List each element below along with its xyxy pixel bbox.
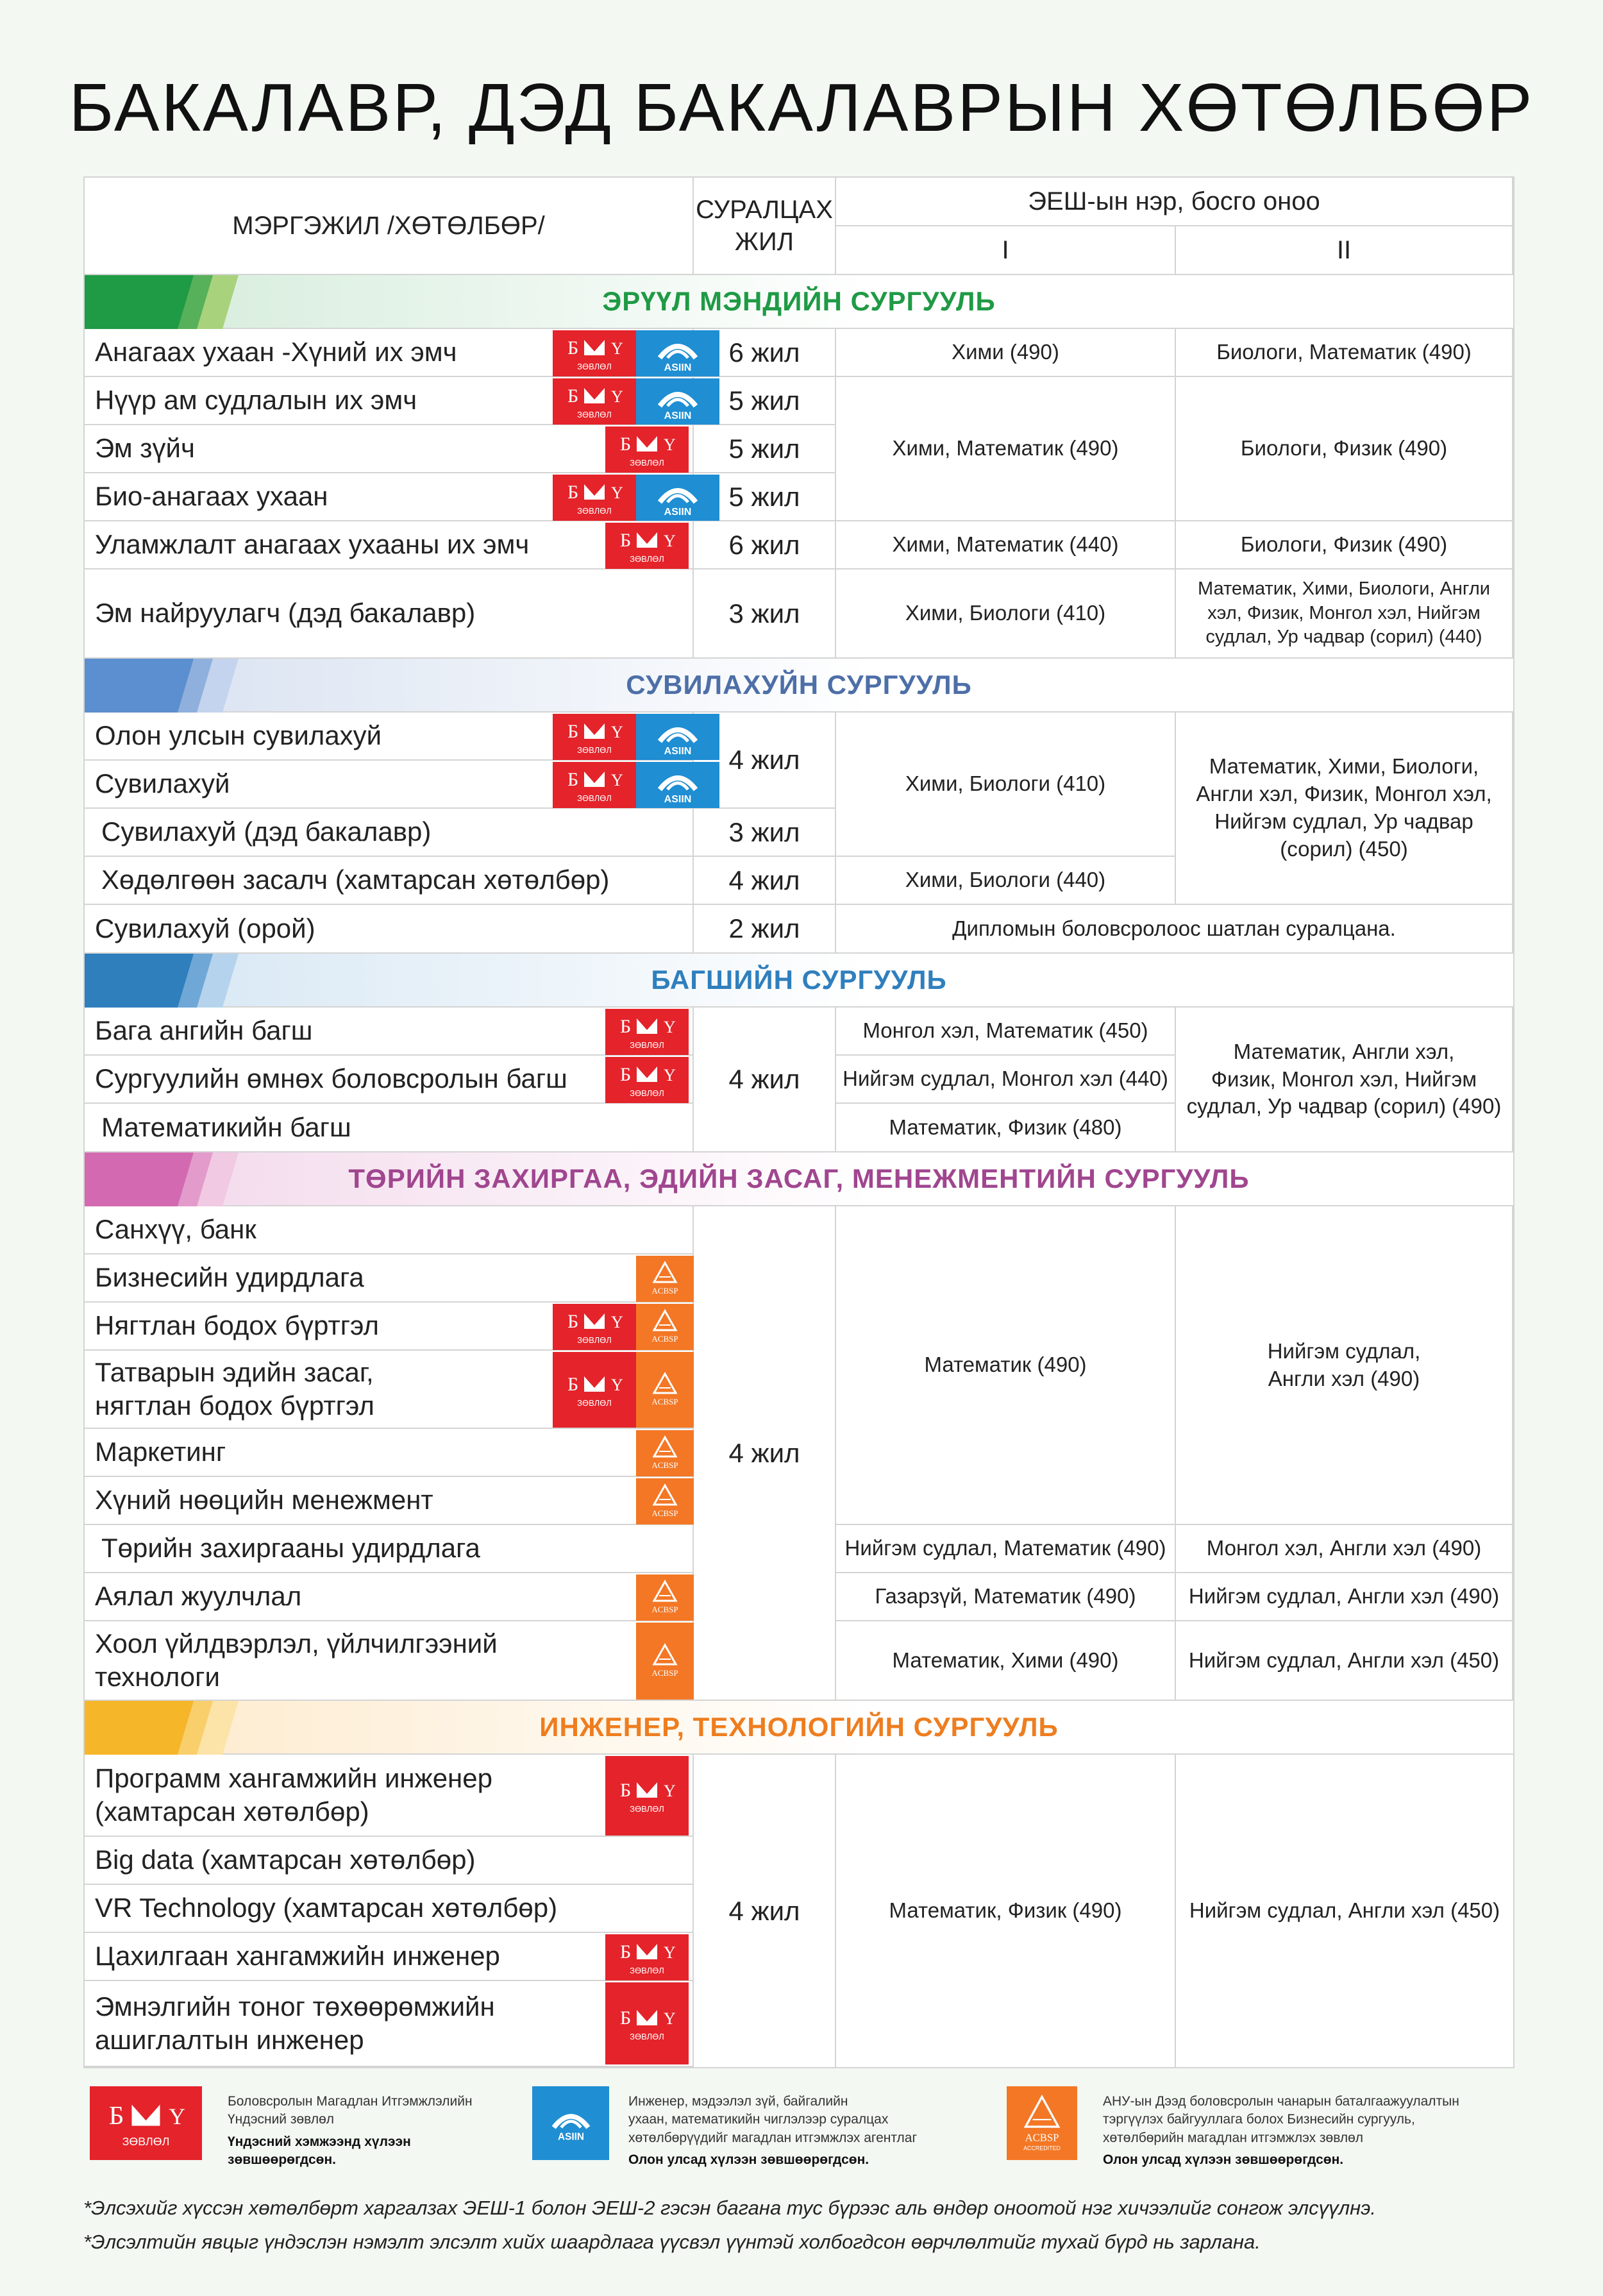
section-title: ТӨРИЙН ЗАХИРГАА, ЭДИЙН ЗАСАГ, МЕНЕЖМЕНТИЙН СУРГУУЛЬ xyxy=(348,1163,1250,1194)
section-stripe-icon xyxy=(85,1152,239,1206)
svg-text:ЗӨВЛӨЛ: ЗӨВЛӨЛ xyxy=(577,410,612,419)
program-line: (хамтарсан хөтөлбөр) xyxy=(95,1796,369,1827)
legend-line: ухаан, математикийн чиглэлээр суралцах xyxy=(628,2112,889,2127)
study-years: 4 жил xyxy=(694,857,836,905)
acbsp-badge-icon xyxy=(636,1430,694,1476)
program-name xyxy=(85,1621,694,1701)
svg-text:ACCREDITED: ACCREDITED xyxy=(1023,2145,1061,2152)
bmu-badge-icon xyxy=(605,1057,689,1103)
exam-1: Газарзүй, Математик (490) xyxy=(836,1573,1176,1621)
study-years: 6 жил xyxy=(694,329,836,377)
svg-text:Б: Б xyxy=(620,530,632,551)
program-name: Сувилахуй (орой) xyxy=(85,905,694,954)
bmu-badge-icon xyxy=(553,475,636,521)
exam-1: Хими, Биологи (410) xyxy=(836,570,1176,659)
svg-text:Y: Y xyxy=(664,2009,676,2028)
program-name: Математикийн багш xyxy=(85,1104,694,1152)
section-teacher xyxy=(85,954,1513,1008)
section-admin xyxy=(85,1152,1513,1206)
svg-text:ACBSP: ACBSP xyxy=(651,1460,678,1470)
program-line: ашиглалтын инженер xyxy=(95,2025,364,2055)
svg-text:ЗӨВЛӨЛ: ЗӨВЛӨЛ xyxy=(577,745,612,755)
exam-1: Хими, Биологи (440) xyxy=(836,857,1176,905)
svg-text:ЗӨВЛӨЛ: ЗӨВЛӨЛ xyxy=(577,506,612,516)
svg-text:Y: Y xyxy=(611,339,623,358)
exam-1: Математик, Физик (490) xyxy=(836,1755,1176,2067)
exam-1: Нийгэм судлал, Монгол хэл (440) xyxy=(836,1056,1176,1104)
program-name: Бага ангийн багш xyxy=(85,1008,694,1056)
svg-text:Б: Б xyxy=(620,1064,632,1085)
exam-1: Математик, Хими (490) xyxy=(836,1621,1176,1701)
svg-text:Y: Y xyxy=(611,771,623,789)
section-nursing xyxy=(85,659,1513,713)
exam-line: (сорил) (450) xyxy=(1280,836,1408,861)
legend-bold: зөвшөөрөгдсөн. xyxy=(228,2152,337,2168)
exam-line: Математик, Хими, Биологи, Англи xyxy=(1198,578,1490,599)
svg-text:ЗӨВЛӨЛ: ЗӨВЛӨЛ xyxy=(122,2134,170,2148)
bmu-badge-icon xyxy=(553,1304,636,1350)
svg-text:Y: Y xyxy=(611,1376,623,1394)
asiin-logo-icon xyxy=(532,2086,609,2160)
study-years: 3 жил xyxy=(694,809,836,857)
legend-bmu xyxy=(90,2081,500,2168)
exam-line: Англи хэл (490) xyxy=(1268,1366,1420,1390)
legend-line: Үндэсний зөвлөл xyxy=(228,2112,335,2127)
section-title: БАГШИЙН СУРГУУЛЬ xyxy=(651,965,947,995)
study-years: 6 жил xyxy=(694,521,836,570)
exam-merged: Дипломын боловсролоос шатлан суралцана. xyxy=(836,905,1513,954)
asiin-badge-icon xyxy=(636,378,719,425)
program-line: Татварын эдийн засаг, xyxy=(95,1356,374,1387)
exam-line: судлал, Ур чадвар (сорил) (490) xyxy=(1186,1094,1502,1118)
svg-text:Y: Y xyxy=(611,723,623,741)
svg-text:ACBSP: ACBSP xyxy=(1025,2131,1059,2144)
svg-text:ЗӨВЛӨЛ: ЗӨВЛӨЛ xyxy=(577,1398,612,1408)
exam-line: Математик, Англи хэл, xyxy=(1233,1039,1455,1063)
bmu-badge-icon xyxy=(553,1352,636,1428)
svg-text:ACBSP: ACBSP xyxy=(651,1508,678,1518)
svg-text:ЗӨВЛӨЛ: ЗӨВЛӨЛ xyxy=(630,554,664,564)
header-major: МЭРГЭЖИЛ /ХӨТӨЛБӨР/ xyxy=(85,178,694,275)
svg-text:ЗӨВЛӨЛ: ЗӨВЛӨЛ xyxy=(630,458,664,468)
footnote-1: *Элсэхийг хүссэн хөтөлбөрт харгалзах ЭЕШ-1 болон ЭЕШ-2 гэсэн багана тус бүрээс аль өндөр оноотой нэг хичээлийг сонгож элсүүлнэ. xyxy=(83,2197,1376,2219)
program-name: Төрийн захиргааны удирдлага xyxy=(85,1525,694,1573)
exam-1: Монгол хэл, Математик (450) xyxy=(836,1008,1176,1056)
bmu-badge-icon xyxy=(605,523,689,569)
exam-line: Нийгэм судлал, xyxy=(1267,1338,1421,1363)
legend-bold: Үндэсний хэмжээнд хүлээн xyxy=(228,2134,411,2149)
svg-text:ЗӨВЛӨЛ: ЗӨВЛӨЛ xyxy=(577,1335,612,1345)
svg-text:ACBSP: ACBSP xyxy=(651,1668,678,1678)
exam-1: Хими, Математик (490) xyxy=(836,377,1176,521)
svg-text:ЗӨВЛӨЛ: ЗӨВЛӨЛ xyxy=(630,1804,664,1814)
svg-text:Y: Y xyxy=(664,1066,676,1085)
svg-text:Б: Б xyxy=(567,482,579,503)
legend-bold: Олон улсад хүлээн зөвшөөрөгдсөн. xyxy=(1103,2152,1344,2168)
exam-2 xyxy=(1176,570,1513,659)
svg-text:ЗӨВЛӨЛ: ЗӨВЛӨЛ xyxy=(630,1088,664,1098)
asiin-badge-icon xyxy=(636,762,719,808)
svg-text:Б: Б xyxy=(620,434,632,455)
study-years: 3 жил xyxy=(694,570,836,659)
bmu-logo-icon xyxy=(90,2086,202,2160)
exam-2: Нийгэм судлал, Англи хэл (450) xyxy=(1176,1621,1513,1701)
exam-1: Математик (490) xyxy=(836,1206,1176,1525)
asiin-badge-icon xyxy=(636,330,719,376)
svg-text:ЗӨВЛӨЛ: ЗӨВЛӨЛ xyxy=(630,2032,664,2041)
header-exam: ЭЕШ-ын нэр, босго оноо xyxy=(836,178,1513,226)
bmu-badge-icon xyxy=(553,762,636,808)
svg-text:ЗӨВЛӨЛ: ЗӨВЛӨЛ xyxy=(630,1040,664,1050)
bmu-badge-icon xyxy=(605,426,689,473)
legend-line: Боловсролын Магадлан Итгэмжлэлийн xyxy=(228,2094,473,2109)
program-name: Сувилахуй xyxy=(85,761,694,809)
asiin-badge-icon xyxy=(636,714,719,760)
svg-text:ЗӨВЛӨЛ: ЗӨВЛӨЛ xyxy=(577,362,612,371)
legend-line: тэргүүлэх байгууллага болох Бизнесийн сургууль, xyxy=(1103,2112,1415,2127)
study-years: 5 жил xyxy=(694,473,836,521)
svg-text:Y: Y xyxy=(169,2103,186,2129)
svg-text:Б: Б xyxy=(620,2007,632,2029)
program-name xyxy=(85,1981,694,2067)
svg-text:Y: Y xyxy=(664,435,676,454)
exam-1: Нийгэм судлал, Математик (490) xyxy=(836,1525,1176,1573)
program-name: Олон улсын сувилахуй xyxy=(85,713,694,761)
acbsp-badge-icon xyxy=(636,1574,694,1621)
acbsp-badge-icon xyxy=(636,1352,694,1428)
exam-line: Англи хэл, Физик, Монгол хэл, xyxy=(1196,782,1492,806)
program-name: Анагаах ухаан -Хүний их эмч xyxy=(85,329,694,377)
exam-2: Монгол хэл, Англи хэл (490) xyxy=(1176,1525,1513,1573)
exam-2 xyxy=(1176,713,1513,905)
program-line: Программ хангамжийн инженер xyxy=(95,1762,492,1793)
exam-2 xyxy=(1176,1008,1513,1152)
exam-1: Хими, Биологи (410) xyxy=(836,713,1176,857)
svg-text:ЗӨВЛӨЛ: ЗӨВЛӨЛ xyxy=(577,793,612,803)
program-name: Уламжлалт анагаах ухааны их эмч xyxy=(85,521,694,570)
program-table xyxy=(83,176,1515,2068)
header-exam-2: II xyxy=(1176,226,1513,275)
svg-text:Б: Б xyxy=(567,769,579,790)
svg-text:Б: Б xyxy=(567,721,579,742)
program-line: нягтлан бодох бүртгэл xyxy=(95,1390,374,1421)
svg-text:ЗӨВЛӨЛ: ЗӨВЛӨЛ xyxy=(630,1966,664,1975)
program-name: Эм зүйч xyxy=(85,425,694,473)
svg-text:ASIIN: ASIIN xyxy=(664,362,692,373)
program-line: технологи xyxy=(95,1662,220,1692)
bmu-badge-icon xyxy=(605,1009,689,1055)
section-stripe-icon xyxy=(85,275,239,329)
svg-text:ACBSP: ACBSP xyxy=(651,1286,678,1296)
section-stripe-icon xyxy=(85,1701,239,1755)
legend-acbsp-text xyxy=(1103,2093,1513,2169)
svg-text:Б: Б xyxy=(567,337,579,359)
study-years: 2 жил xyxy=(694,905,836,954)
program-name: Сургуулийн өмнөх боловсролын багш xyxy=(85,1056,694,1104)
svg-text:ASIIN: ASIIN xyxy=(664,507,692,518)
svg-text:ASIIN: ASIIN xyxy=(557,2131,584,2143)
program-name: Маркетинг xyxy=(85,1429,694,1477)
legend-asiin xyxy=(532,2081,968,2168)
section-title: ЭРҮҮЛ МЭНДИЙН СУРГУУЛЬ xyxy=(602,286,996,316)
bmu-badge-icon xyxy=(553,714,636,760)
svg-text:Y: Y xyxy=(611,387,623,406)
exam-1: Хими, Математик (440) xyxy=(836,521,1176,570)
exam-2: Нийгэм судлал, Англи хэл (450) xyxy=(1189,1898,1500,1923)
program-name: Нүүр ам судлалын их эмч xyxy=(85,377,694,425)
acbsp-badge-icon xyxy=(636,1478,694,1524)
exam-1: Математик, Физик (480) xyxy=(836,1104,1176,1152)
legend-line: Инженер, мэдээлэл зүй, байгалийн xyxy=(628,2094,848,2109)
program-name: Хөдөлгөөн засалч (хамтарсан хөтөлбөр) xyxy=(85,857,694,905)
exam-line: Нийгэм судлал, Ур чадвар xyxy=(1214,809,1473,833)
exam-2: Нийгэм судлал, Англи хэл (490) xyxy=(1176,1573,1513,1621)
legend-asiin-text xyxy=(628,2093,962,2169)
acbsp-logo-icon xyxy=(1007,2086,1077,2160)
svg-text:Б: Б xyxy=(620,1780,632,1801)
program-name: Big data (хамтарсан хөтөлбөр) xyxy=(85,1837,694,1885)
svg-text:Y: Y xyxy=(664,1018,676,1036)
svg-text:ACBSP: ACBSP xyxy=(651,1397,678,1406)
section-health xyxy=(85,275,1513,329)
section-title: ИНЖЕНЕР, ТЕХНОЛОГИЙН СУРГУУЛЬ xyxy=(539,1712,1059,1742)
svg-text:ASIIN: ASIIN xyxy=(664,410,692,421)
svg-text:Y: Y xyxy=(664,1943,676,1962)
study-years: 5 жил xyxy=(694,377,836,425)
study-years: 4 жил xyxy=(694,713,836,809)
exam-2: Биологи, Физик (490) xyxy=(1176,377,1513,521)
section-stripe-icon xyxy=(85,954,239,1008)
program-name: VR Technology (хамтарсан хөтөлбөр) xyxy=(85,1885,694,1933)
acbsp-badge-icon xyxy=(636,1623,694,1700)
svg-text:Б: Б xyxy=(567,1311,579,1332)
program-name: Аялал жуулчлал xyxy=(85,1573,694,1621)
exam-line: судлал, Ур чадвар (сорил) (440) xyxy=(1205,627,1482,648)
exam-1: Хими (490) xyxy=(836,329,1176,377)
svg-text:Y: Y xyxy=(611,484,623,502)
study-years: 4 жил xyxy=(694,1008,836,1152)
legend-bold: Олон улсад хүлээн зөвшөөрөгдсөн. xyxy=(628,2152,869,2168)
exam-line: хэл, Физик, Монгол хэл, Нийгэм xyxy=(1207,602,1481,623)
study-years: 4 жил xyxy=(694,1206,836,1701)
exam-2: Биологи, Физик (490) xyxy=(1176,521,1513,570)
legend-line: хөтөлбөрийн магадлан итгэмжлэх зөвлөл xyxy=(1103,2130,1364,2145)
footnote-2: *Элсэлтийн явцыг үндэслэн нэмэлт элсэлт хийх шаардлага үүсвэл үүнтэй холбогдсон өөрчлөлтийг тухай бүрд нь зарлана. xyxy=(83,2231,1261,2253)
svg-text:Б: Б xyxy=(108,2100,124,2130)
bmu-badge-icon xyxy=(605,1982,689,2064)
svg-text:ACBSP: ACBSP xyxy=(651,1605,678,1614)
program-name: Цахилгаан хангамжийн инженер xyxy=(85,1933,694,1981)
program-name: Био-анагаах ухаан xyxy=(85,473,694,521)
svg-text:ASIIN: ASIIN xyxy=(664,794,692,805)
program-name xyxy=(85,1755,694,1837)
bmu-badge-icon xyxy=(605,1934,689,1980)
svg-text:Б: Б xyxy=(567,1374,579,1395)
section-title: СУВИЛАХУЙН СУРГУУЛЬ xyxy=(626,670,972,700)
program-name: Санхүү, банк xyxy=(85,1206,694,1254)
acbsp-badge-icon xyxy=(636,1256,694,1302)
section-engineering xyxy=(85,1701,1513,1755)
svg-text:Б: Б xyxy=(567,385,579,407)
acbsp-badge-icon xyxy=(636,1304,694,1350)
legend-line: АНУ-ын Дээд боловсролын чанарын баталгаажуулалтын xyxy=(1103,2094,1459,2109)
svg-text:Б: Б xyxy=(620,1016,632,1037)
legend-acbsp xyxy=(1007,2081,1513,2168)
header-years: СУРАЛЦАХ ЖИЛ xyxy=(694,178,836,275)
bmu-badge-icon xyxy=(605,1756,689,1836)
exam-line: Физик, Монгол хэл, Нийгэм xyxy=(1211,1067,1477,1091)
legend-line: хөтөлбөрүүдийг магадлан итгэмжлэх агентлаг xyxy=(628,2130,918,2145)
svg-text:Y: Y xyxy=(664,1782,676,1800)
svg-text:Y: Y xyxy=(664,532,676,550)
program-name: Бизнесийн удирдлага xyxy=(85,1254,694,1303)
svg-text:ACBSP: ACBSP xyxy=(651,1334,678,1344)
bmu-badge-icon xyxy=(553,378,636,425)
program-name: Хүний нөөцийн менежмент xyxy=(85,1477,694,1525)
exam-line: Математик, Хими, Биологи, xyxy=(1209,754,1479,779)
exam-2: Биологи, Математик (490) xyxy=(1176,329,1513,377)
program-name: Нягтлан бодох бүртгэл xyxy=(85,1303,694,1351)
bmu-badge-icon xyxy=(553,330,636,376)
section-stripe-icon xyxy=(85,659,239,713)
program-line: Эмнэлгийн тоног төхөөрөмжийн xyxy=(95,1991,495,2022)
svg-text:ASIIN: ASIIN xyxy=(664,746,692,757)
exam-2 xyxy=(1176,1206,1513,1525)
study-years: 5 жил xyxy=(694,425,836,473)
svg-text:Б: Б xyxy=(620,1941,632,1963)
svg-text:Y: Y xyxy=(611,1313,623,1331)
program-line: Хоол үйлдвэрлэл, үйлчилгээний xyxy=(95,1628,498,1659)
study-years: 4 жил xyxy=(694,1755,836,2067)
program-name: Сувилахуй (дэд бакалавр) xyxy=(85,809,694,857)
asiin-badge-icon xyxy=(636,475,719,521)
header-exam-1: I xyxy=(836,226,1176,275)
page-title: БАКАЛАВР, ДЭД БАКАЛАВРЫН ХӨТӨЛБӨР xyxy=(69,70,1534,146)
program-name: Эм найруулагч (дэд бакалавр) xyxy=(85,570,694,659)
